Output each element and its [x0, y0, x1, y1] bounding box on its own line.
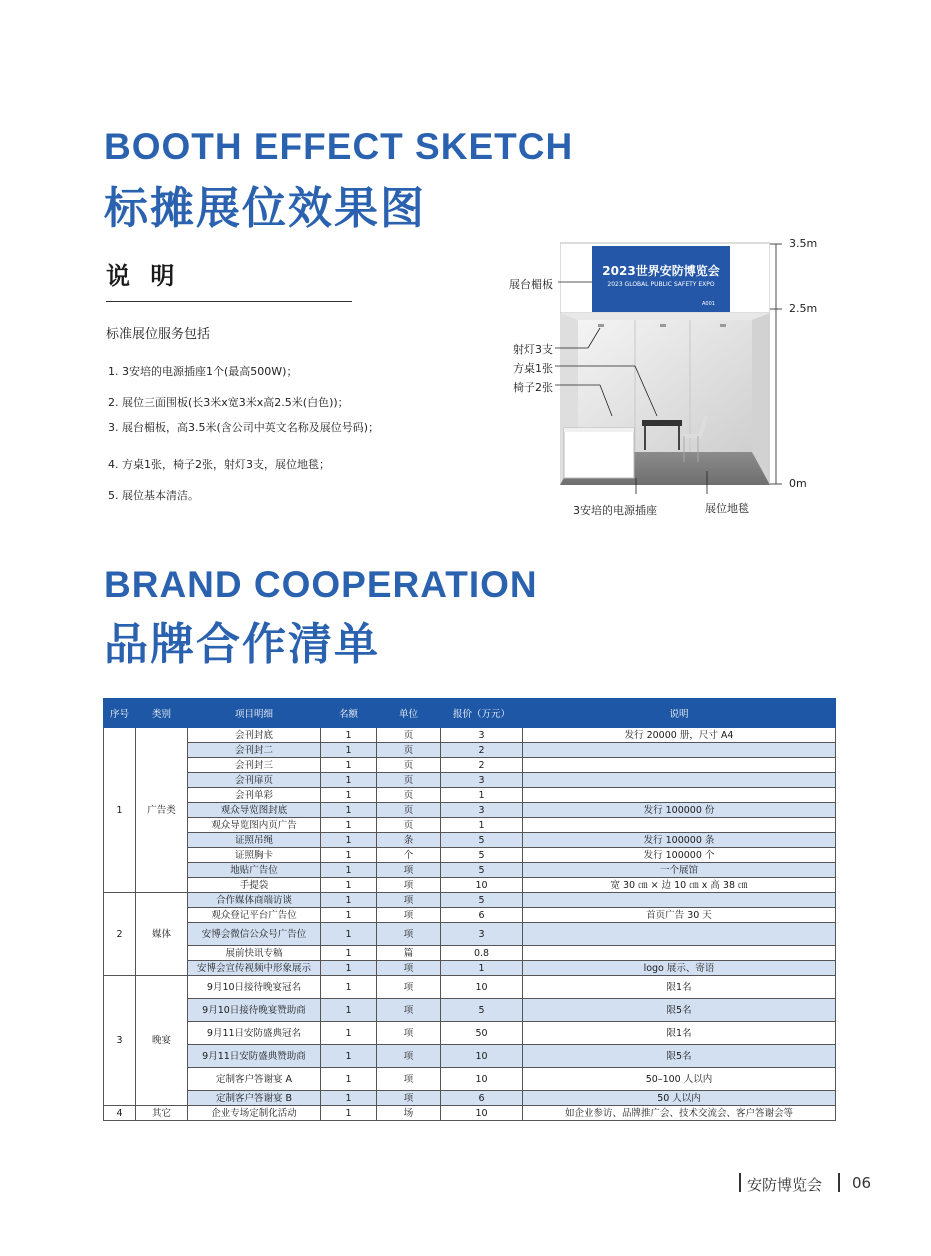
group-category: 广告类	[136, 728, 188, 893]
cell-note: 发行 100000 个	[523, 848, 836, 863]
cell-unit: 项	[377, 923, 441, 946]
cell-note: 如企业参访、品牌推广会、技术交流会、客户答谢会等	[523, 1106, 836, 1121]
cell-price: 3	[441, 923, 523, 946]
cell-price: 3	[441, 773, 523, 788]
cell-qty: 1	[321, 961, 377, 976]
table-row	[104, 743, 836, 758]
cell-qty: 1	[321, 788, 377, 803]
table-row	[104, 976, 836, 999]
cell-qty: 1	[321, 758, 377, 773]
table-row	[104, 848, 836, 863]
cell-qty: 1	[321, 946, 377, 961]
cell-item: 9月11日安防盛典赞助商	[188, 1045, 321, 1068]
cell-price: 6	[441, 908, 523, 923]
cell-price: 5	[441, 999, 523, 1022]
description-subheading: 标准展位服务包括	[106, 327, 211, 342]
table-row	[104, 833, 836, 848]
cell-item: 会刊封三	[188, 758, 321, 773]
label-chair: 椅子2张	[513, 381, 553, 394]
divider	[106, 301, 352, 302]
cell-price: 10	[441, 878, 523, 893]
cell-note: 宽 30 ㎝ × 边 10 ㎝ x 高 38 ㎝	[523, 878, 836, 893]
cell-note: 限5名	[523, 1045, 836, 1068]
header-category: 类别	[136, 699, 188, 728]
cell-price: 10	[441, 1045, 523, 1068]
cell-qty: 1	[321, 999, 377, 1022]
cell-qty: 1	[321, 833, 377, 848]
cell-price: 0.8	[441, 946, 523, 961]
group-category: 其它	[136, 1106, 188, 1121]
cell-qty: 1	[321, 743, 377, 758]
cell-qty: 1	[321, 1106, 377, 1121]
cell-item: 展前快讯专稿	[188, 946, 321, 961]
cell-unit: 页	[377, 788, 441, 803]
group-number: 4	[104, 1106, 136, 1121]
cell-item: 观众导览图内页广告	[188, 818, 321, 833]
cell-qty: 1	[321, 863, 377, 878]
table-row	[104, 1068, 836, 1091]
cell-qty: 1	[321, 923, 377, 946]
table-row	[104, 923, 836, 946]
cell-item: 定制客户答谢宴 A	[188, 1068, 321, 1091]
cell-item: 安博会微信公众号广告位	[188, 923, 321, 946]
group-number: 2	[104, 893, 136, 976]
cell-item: 观众登记平台广告位	[188, 908, 321, 923]
cell-unit: 篇	[377, 946, 441, 961]
header-item: 项目明细	[188, 699, 321, 728]
section-title-en: BOOTH EFFECT SKETCH	[104, 126, 574, 167]
cell-item: 会刊封二	[188, 743, 321, 758]
cell-unit: 页	[377, 818, 441, 833]
cell-price: 2	[441, 758, 523, 773]
table-row	[104, 1091, 836, 1106]
cell-unit: 页	[377, 758, 441, 773]
description-item: 2. 展位三面围板(长3米x宽3米x高2.5米(白色))；	[108, 396, 349, 409]
cell-price: 1	[441, 818, 523, 833]
cell-item: 会刊封底	[188, 728, 321, 743]
cell-note	[523, 923, 836, 946]
label-spotlight: 射灯3支	[513, 343, 553, 356]
cell-qty: 1	[321, 1045, 377, 1068]
cell-price: 3	[441, 803, 523, 818]
cell-unit: 项	[377, 961, 441, 976]
cell-item: 9月10日接待晚宴冠名	[188, 976, 321, 999]
header-no: 序号	[104, 699, 136, 728]
cell-note: 一个展馆	[523, 863, 836, 878]
banner-title-en: 2023 GLOBAL PUBLIC SAFETY EXPO	[607, 281, 715, 288]
cell-unit: 项	[377, 893, 441, 908]
cell-price: 5	[441, 863, 523, 878]
table-row	[104, 788, 836, 803]
footer-label: 安防博览会	[747, 1176, 823, 1194]
header-price: 报价（万元）	[441, 699, 523, 728]
cell-qty: 1	[321, 878, 377, 893]
label-socket: 3安培的电源插座	[573, 504, 657, 517]
group-number: 3	[104, 976, 136, 1106]
banner-code: A001	[702, 301, 715, 307]
description-heading: 说 明	[106, 262, 181, 290]
cell-qty: 1	[321, 848, 377, 863]
cell-qty: 1	[321, 976, 377, 999]
cell-note: 发行 100000 条	[523, 833, 836, 848]
cell-item: 9月11日安防盛典冠名	[188, 1022, 321, 1045]
cell-qty: 1	[321, 893, 377, 908]
cell-note: 限1名	[523, 976, 836, 999]
cell-note: 50–100 人以内	[523, 1068, 836, 1091]
cell-unit: 项	[377, 1068, 441, 1091]
cell-unit: 项	[377, 1045, 441, 1068]
cell-qty: 1	[321, 773, 377, 788]
cell-note: 50 人以内	[523, 1091, 836, 1106]
cell-item: 会刊单彩	[188, 788, 321, 803]
description-item: 3. 展台楣板，高3.5米(含公司中英文名称及展位号码)；	[108, 421, 380, 434]
table-row	[104, 1045, 836, 1068]
cell-unit: 项	[377, 908, 441, 923]
label-carpet: 展位地毯	[705, 502, 749, 515]
cell-unit: 页	[377, 773, 441, 788]
cell-item: 合作媒体商端访谈	[188, 893, 321, 908]
section2-title-cn: 品牌合作清单	[104, 619, 380, 670]
cell-unit: 条	[377, 833, 441, 848]
section-title-cn: 标摊展位效果图	[104, 183, 426, 234]
header-unit: 单位	[377, 699, 441, 728]
cell-note	[523, 788, 836, 803]
cell-unit: 项	[377, 878, 441, 893]
cell-item: 观众导览图封底	[188, 803, 321, 818]
cell-note	[523, 818, 836, 833]
cell-note	[523, 946, 836, 961]
cell-note: 限5名	[523, 999, 836, 1022]
cell-qty: 1	[321, 1068, 377, 1091]
table-row	[104, 803, 836, 818]
cell-price: 1	[441, 788, 523, 803]
cell-price: 50	[441, 1022, 523, 1045]
cell-item: 9月10日接待晚宴赞助商	[188, 999, 321, 1022]
cell-note	[523, 758, 836, 773]
brand-cooperation-table	[103, 698, 836, 1121]
cell-note: 发行 100000 份	[523, 803, 836, 818]
cell-unit: 项	[377, 999, 441, 1022]
cell-item: 安博会宣传视频中形象展示	[188, 961, 321, 976]
table-row	[104, 961, 836, 976]
dimension-mid: 2.5m	[789, 302, 818, 315]
cell-unit: 项	[377, 863, 441, 878]
cell-qty: 1	[321, 1091, 377, 1106]
cell-note: 限1名	[523, 1022, 836, 1045]
cell-item: 会刊扉页	[188, 773, 321, 788]
table-row	[104, 863, 836, 878]
label-lintel: 展台楣板	[509, 278, 553, 291]
table-header-row	[104, 699, 836, 728]
cell-price: 5	[441, 833, 523, 848]
footer-divider-left	[739, 1173, 741, 1192]
cell-unit: 页	[377, 728, 441, 743]
cell-price: 5	[441, 848, 523, 863]
section2-title-en: BRAND COOPERATION	[104, 564, 538, 605]
cell-unit: 页	[377, 743, 441, 758]
cell-qty: 1	[321, 728, 377, 743]
cell-unit: 项	[377, 1022, 441, 1045]
cell-price: 10	[441, 976, 523, 999]
cell-price: 3	[441, 728, 523, 743]
header-quota: 名额	[321, 699, 377, 728]
cell-item: 定制客户答谢宴 B	[188, 1091, 321, 1106]
cell-price: 6	[441, 1091, 523, 1106]
cell-item: 企业专场定制化活动	[188, 1106, 321, 1121]
cell-unit: 项	[377, 976, 441, 999]
cell-note	[523, 743, 836, 758]
table-row	[104, 818, 836, 833]
cell-unit: 页	[377, 803, 441, 818]
description-item: 4. 方桌1张，椅子2张，射灯3支，展位地毯；	[108, 458, 330, 471]
table-row	[104, 893, 836, 908]
dimension-top: 3.5m	[789, 237, 818, 250]
table-row	[104, 1022, 836, 1045]
cell-note: logo 展示、寄语	[523, 961, 836, 976]
cell-item: 手提袋	[188, 878, 321, 893]
banner-title-cn: 2023世界安防博览会	[602, 264, 720, 278]
group-number: 1	[104, 728, 136, 893]
table-row	[104, 728, 836, 743]
footer-divider-right	[838, 1173, 840, 1192]
cell-note: 首页广告 30 天	[523, 908, 836, 923]
cell-price: 10	[441, 1068, 523, 1091]
label-table: 方桌1张	[513, 362, 553, 375]
description-item: 5. 展位基本清洁。	[108, 489, 199, 502]
table-row	[104, 908, 836, 923]
table-row	[104, 1106, 836, 1121]
table-row	[104, 773, 836, 788]
group-category: 媒体	[136, 893, 188, 976]
dimension-bottom: 0m	[789, 477, 807, 490]
table-row	[104, 758, 836, 773]
cell-price: 1	[441, 961, 523, 976]
cell-qty: 1	[321, 1022, 377, 1045]
cell-note: 发行 20000 册，尺寸 A4	[523, 728, 836, 743]
cell-item: 证照吊绳	[188, 833, 321, 848]
cell-qty: 1	[321, 818, 377, 833]
description-item: 1. 3安培的电源插座1个(最高500W)；	[108, 365, 298, 378]
cell-qty: 1	[321, 908, 377, 923]
cell-price: 2	[441, 743, 523, 758]
table-row	[104, 946, 836, 961]
cell-item: 地贴广告位	[188, 863, 321, 878]
cell-note	[523, 773, 836, 788]
cell-qty: 1	[321, 803, 377, 818]
header-note: 说明	[523, 699, 836, 728]
cell-unit: 场	[377, 1106, 441, 1121]
cell-unit: 项	[377, 1091, 441, 1106]
cell-note	[523, 893, 836, 908]
cell-unit: 个	[377, 848, 441, 863]
cell-price: 5	[441, 893, 523, 908]
table-row	[104, 878, 836, 893]
cell-item: 证照胸卡	[188, 848, 321, 863]
cell-price: 10	[441, 1106, 523, 1121]
page-number: 06	[852, 1174, 872, 1192]
group-category: 晚宴	[136, 976, 188, 1106]
table-row	[104, 999, 836, 1022]
